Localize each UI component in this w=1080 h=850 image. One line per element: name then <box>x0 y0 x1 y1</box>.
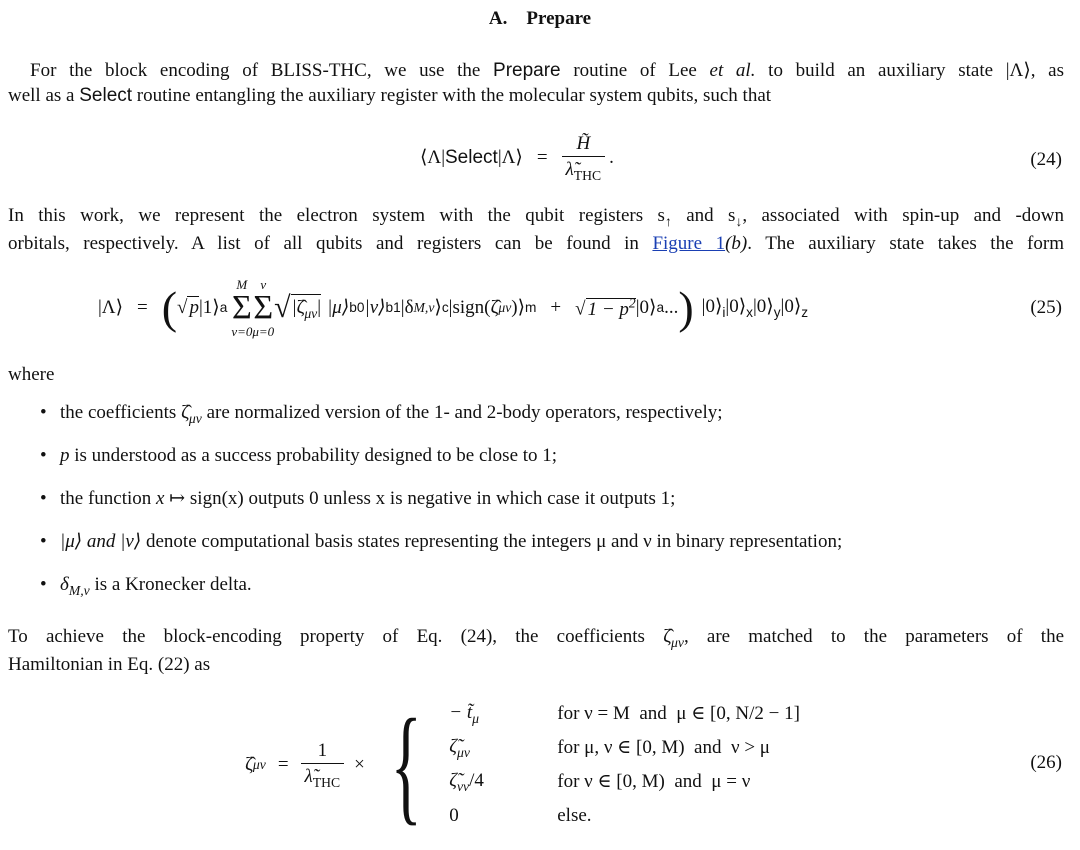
math: 2 <box>628 295 636 311</box>
math: |μ⟩ and |ν⟩ <box>60 531 142 552</box>
math: |μ⟩ <box>327 297 350 319</box>
text: the function <box>60 488 157 509</box>
math: | <box>317 296 322 318</box>
text: , associated with spin-up and -down <box>742 205 1065 226</box>
where-label: where <box>8 364 55 385</box>
equation-number-24: (24) <box>1030 149 1062 170</box>
list-item <box>40 572 1060 615</box>
text: is a Kronecker delta. <box>89 574 252 595</box>
text: to build an auxiliary state |Λ⟩, as <box>755 60 1064 81</box>
math: μν <box>671 634 684 650</box>
et-al: et al. <box>709 60 756 81</box>
math: ζ̃ <box>449 770 457 792</box>
math: × <box>354 754 365 776</box>
math: z <box>801 304 809 320</box>
text: the coefficients <box>60 402 181 423</box>
math: Select <box>445 147 498 169</box>
paragraph-intro <box>8 58 1064 108</box>
text: well as a <box>8 85 80 107</box>
math: |0⟩ <box>725 296 747 318</box>
math: μ <box>472 710 479 726</box>
right-paren: ) <box>678 281 694 333</box>
text: In this work, we represent the electron system with the qubit registers s <box>8 205 665 226</box>
sum-mu <box>252 278 274 338</box>
math: μ=0 <box>252 324 275 339</box>
text: (b) <box>725 232 748 254</box>
math: Σ <box>231 289 252 326</box>
fraction <box>562 131 606 185</box>
math: p <box>189 297 199 319</box>
math: 1 <box>393 299 401 315</box>
prepare-routine: Prepare <box>493 60 561 81</box>
math: − t̃ <box>449 702 473 724</box>
math: |Λ⟩ <box>497 147 523 169</box>
equation-number-25: (25) <box>1030 297 1062 318</box>
math: 0 <box>356 299 365 315</box>
bullet-list <box>40 400 1060 615</box>
math: M <box>236 277 248 292</box>
list-item <box>40 400 1060 443</box>
math: ζ̂ <box>663 626 671 647</box>
equation-25: |Λ⟩ = ( √ p |1⟩ a M Σ ν=0 ν Σ μ=0 √ $|\zetâ_{\mu\nu}|$ |μ⟩ b0 |ν⟩ b1 |δ M,ν ⟩ c |sign(ζ̂ μν )⟩ m + √ $1 - p^2$ |0⟩ a ... ) $|0⟩_i|0⟩_x|0⟩_y|0⟩_z$ <box>98 277 809 339</box>
math: 0 <box>449 805 459 827</box>
bullet-dot-icon: • <box>40 531 47 552</box>
math: b <box>349 299 357 315</box>
math: μν <box>188 410 202 426</box>
math: μν <box>456 744 470 760</box>
math: |sign(ζ̂ <box>448 297 499 319</box>
bullet-dot-icon: • <box>40 402 47 423</box>
math: 1 − p <box>587 298 629 320</box>
math: λ̃ <box>304 766 313 788</box>
math: i <box>722 304 726 320</box>
math: |0⟩ <box>780 296 802 318</box>
math: + <box>550 297 562 319</box>
text: Hamiltonian in Eq. (22) as <box>8 653 211 675</box>
section-label: A. <box>488 8 508 29</box>
math: THC <box>312 774 341 790</box>
math: ν <box>260 277 267 292</box>
math: THC <box>573 167 602 183</box>
math: ν=0 <box>231 324 253 339</box>
math: m <box>525 299 537 315</box>
math: /4 <box>469 770 484 792</box>
math: μν <box>252 756 266 772</box>
list-item <box>40 443 1060 486</box>
math: p <box>60 445 70 466</box>
figure-1-link[interactable]: Figure 1 <box>652 232 726 254</box>
text: denote computational basis states representing the integers μ and ν in binary representation; <box>141 531 843 552</box>
section-title: Prepare <box>526 8 592 29</box>
bullet-dot-icon: • <box>40 445 47 466</box>
math: ↑ <box>664 213 672 229</box>
math: a <box>219 299 228 315</box>
text: is understood as a success probability designed to be close to 1; <box>69 445 558 466</box>
left-brace-icon: { <box>390 693 422 837</box>
equation-26 <box>245 690 806 840</box>
math: |0⟩ <box>701 296 723 318</box>
cases-table <box>443 697 806 833</box>
math: |1⟩ <box>198 297 220 319</box>
text: For the block encoding of BLISS-THC, we use the <box>30 60 494 81</box>
math: . <box>609 147 614 169</box>
text: sign(x) outputs 0 unless x is negative in which case it outputs 1; <box>189 488 676 509</box>
math: |Λ⟩ <box>98 297 123 319</box>
text: . The auxiliary state takes the form <box>747 232 1064 254</box>
math: for μ, ν ∈ [0, M) and ν > μ <box>557 737 770 759</box>
math: )⟩ <box>511 297 526 319</box>
equation-number-26: (26) <box>1030 752 1062 773</box>
bullet-dot-icon: • <box>40 574 47 595</box>
left-paren: ( <box>161 281 178 333</box>
math: for ν ∈ [0, M) and μ = ν <box>557 771 751 793</box>
table-row <box>443 765 806 799</box>
math: |ζ̂ <box>292 296 305 318</box>
math: ζ̃ <box>449 736 457 758</box>
text: are normalized version of the 1- and 2-body operators, respectively; <box>201 402 723 423</box>
math: ... <box>664 297 679 319</box>
math: 1 <box>317 740 328 762</box>
text: To achieve the block-encoding property of Eq. (24), the coefficients <box>8 626 664 647</box>
text: , are matched to the parameters of the <box>683 626 1064 647</box>
table-row <box>443 799 806 833</box>
table-row <box>443 697 806 731</box>
list-item <box>40 529 1060 572</box>
math: a <box>656 299 665 315</box>
sum-nu <box>231 278 252 338</box>
math: x <box>746 304 753 320</box>
math: for ν = M and μ ∈ [0, N/2 − 1] <box>557 703 800 725</box>
math: Σ <box>253 289 274 326</box>
paragraph-registers <box>8 203 1064 256</box>
math: ζ̂ <box>181 402 189 423</box>
text: routine entangling the auxiliary register with the molecular system qubits, such that <box>132 85 772 107</box>
math: λ̃ <box>565 159 574 181</box>
math: = <box>536 147 548 169</box>
math: y <box>773 304 781 320</box>
math: M,ν <box>68 582 90 598</box>
math: b <box>385 299 394 315</box>
math: = <box>137 297 148 319</box>
math: H̃ <box>576 133 591 155</box>
bullet-dot-icon: • <box>40 488 47 509</box>
math: ζ̂ <box>245 754 253 776</box>
text: routine of Lee <box>560 60 710 81</box>
math: M,ν <box>413 299 435 315</box>
math: ⟩ <box>434 297 442 319</box>
paragraph-matching <box>8 624 1064 677</box>
math: x ↦ <box>156 488 190 509</box>
math: c <box>441 299 449 315</box>
fraction <box>301 738 345 792</box>
math: |0⟩ <box>752 296 774 318</box>
math: ↓ <box>735 213 743 229</box>
section-heading <box>0 6 1080 31</box>
math: |δ <box>400 297 414 319</box>
math: νν <box>456 778 470 794</box>
equation-24 <box>420 128 614 188</box>
select-routine: Select <box>79 85 133 107</box>
math: = <box>277 754 289 776</box>
list-item <box>40 486 1060 529</box>
math: μν <box>304 305 318 321</box>
text: orbitals, respectively. A list of all qubits and registers can be found in <box>8 232 653 254</box>
math: |0⟩ <box>635 297 657 319</box>
math: δ <box>60 574 69 595</box>
math: else. <box>557 805 592 827</box>
math: |ν⟩ <box>364 297 386 319</box>
text: and s <box>671 205 736 226</box>
math: ⟨Λ| <box>420 147 445 169</box>
table-row <box>443 731 806 765</box>
math: μν <box>498 299 512 315</box>
